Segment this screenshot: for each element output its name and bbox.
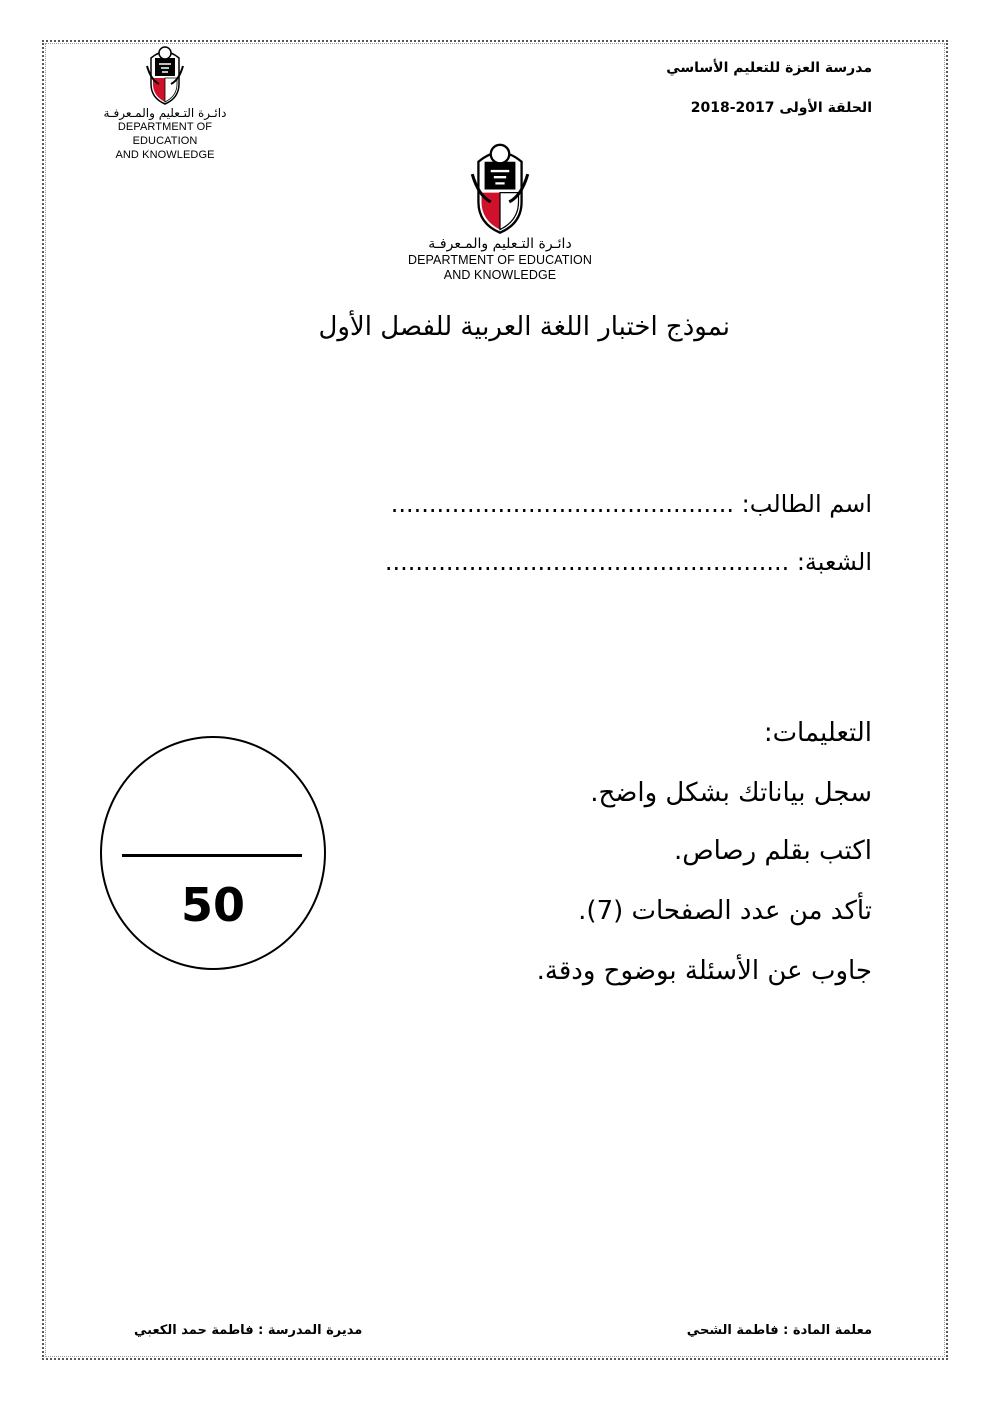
school-name: مدرسة العزة للتعليم الأساسي bbox=[666, 60, 872, 76]
department-logo-small bbox=[90, 44, 240, 162]
logo-english-line1: DEPARTMENT OF EDUCATION bbox=[407, 253, 593, 267]
section-field[interactable]: الشعبة: ..................................................... bbox=[384, 548, 872, 576]
instructions-heading: التعليمات: bbox=[763, 718, 872, 748]
instruction-item: اكتب بقلم رصاص. bbox=[673, 836, 872, 866]
instruction-item: سجل بياناتك بشكل واضح. bbox=[590, 778, 872, 808]
falcon-emblem-icon bbox=[141, 44, 189, 106]
score-entry-line bbox=[122, 854, 302, 857]
student-name-field[interactable]: اسم الطالب: ............................................. bbox=[390, 490, 872, 518]
instruction-item: جاوب عن الأسئلة بوضوح ودقة. bbox=[536, 956, 872, 986]
falcon-emblem-icon bbox=[463, 140, 537, 236]
instruction-item: تأكد من عدد الصفحات (7). bbox=[578, 896, 872, 926]
logo-english-line1: DEPARTMENT OF EDUCATION bbox=[117, 121, 213, 147]
logo-arabic-name: دائـرة التـعليم والمـعرفـة bbox=[103, 106, 227, 120]
exam-title: نموذج اختبار اللغة العربية للفصل الأول bbox=[318, 312, 730, 342]
teacher-signature: معلمة المادة : فاطمة الشحي bbox=[686, 1323, 872, 1338]
score-circle[interactable] bbox=[100, 736, 326, 970]
logo-english-line2: AND KNOWLEDGE bbox=[443, 268, 557, 282]
logo-english-line2: AND KNOWLEDGE bbox=[115, 149, 215, 161]
cycle-year: الحلقة الأولى 2017-2018 bbox=[690, 100, 872, 116]
principal-signature: مديرة المدرسة : فاطمة حمد الكعبي bbox=[134, 1323, 363, 1338]
logo-arabic-name: دائـرة التـعليم والمـعرفـة bbox=[428, 236, 572, 252]
score-total: 50 bbox=[180, 878, 245, 932]
department-logo-main bbox=[400, 140, 600, 283]
